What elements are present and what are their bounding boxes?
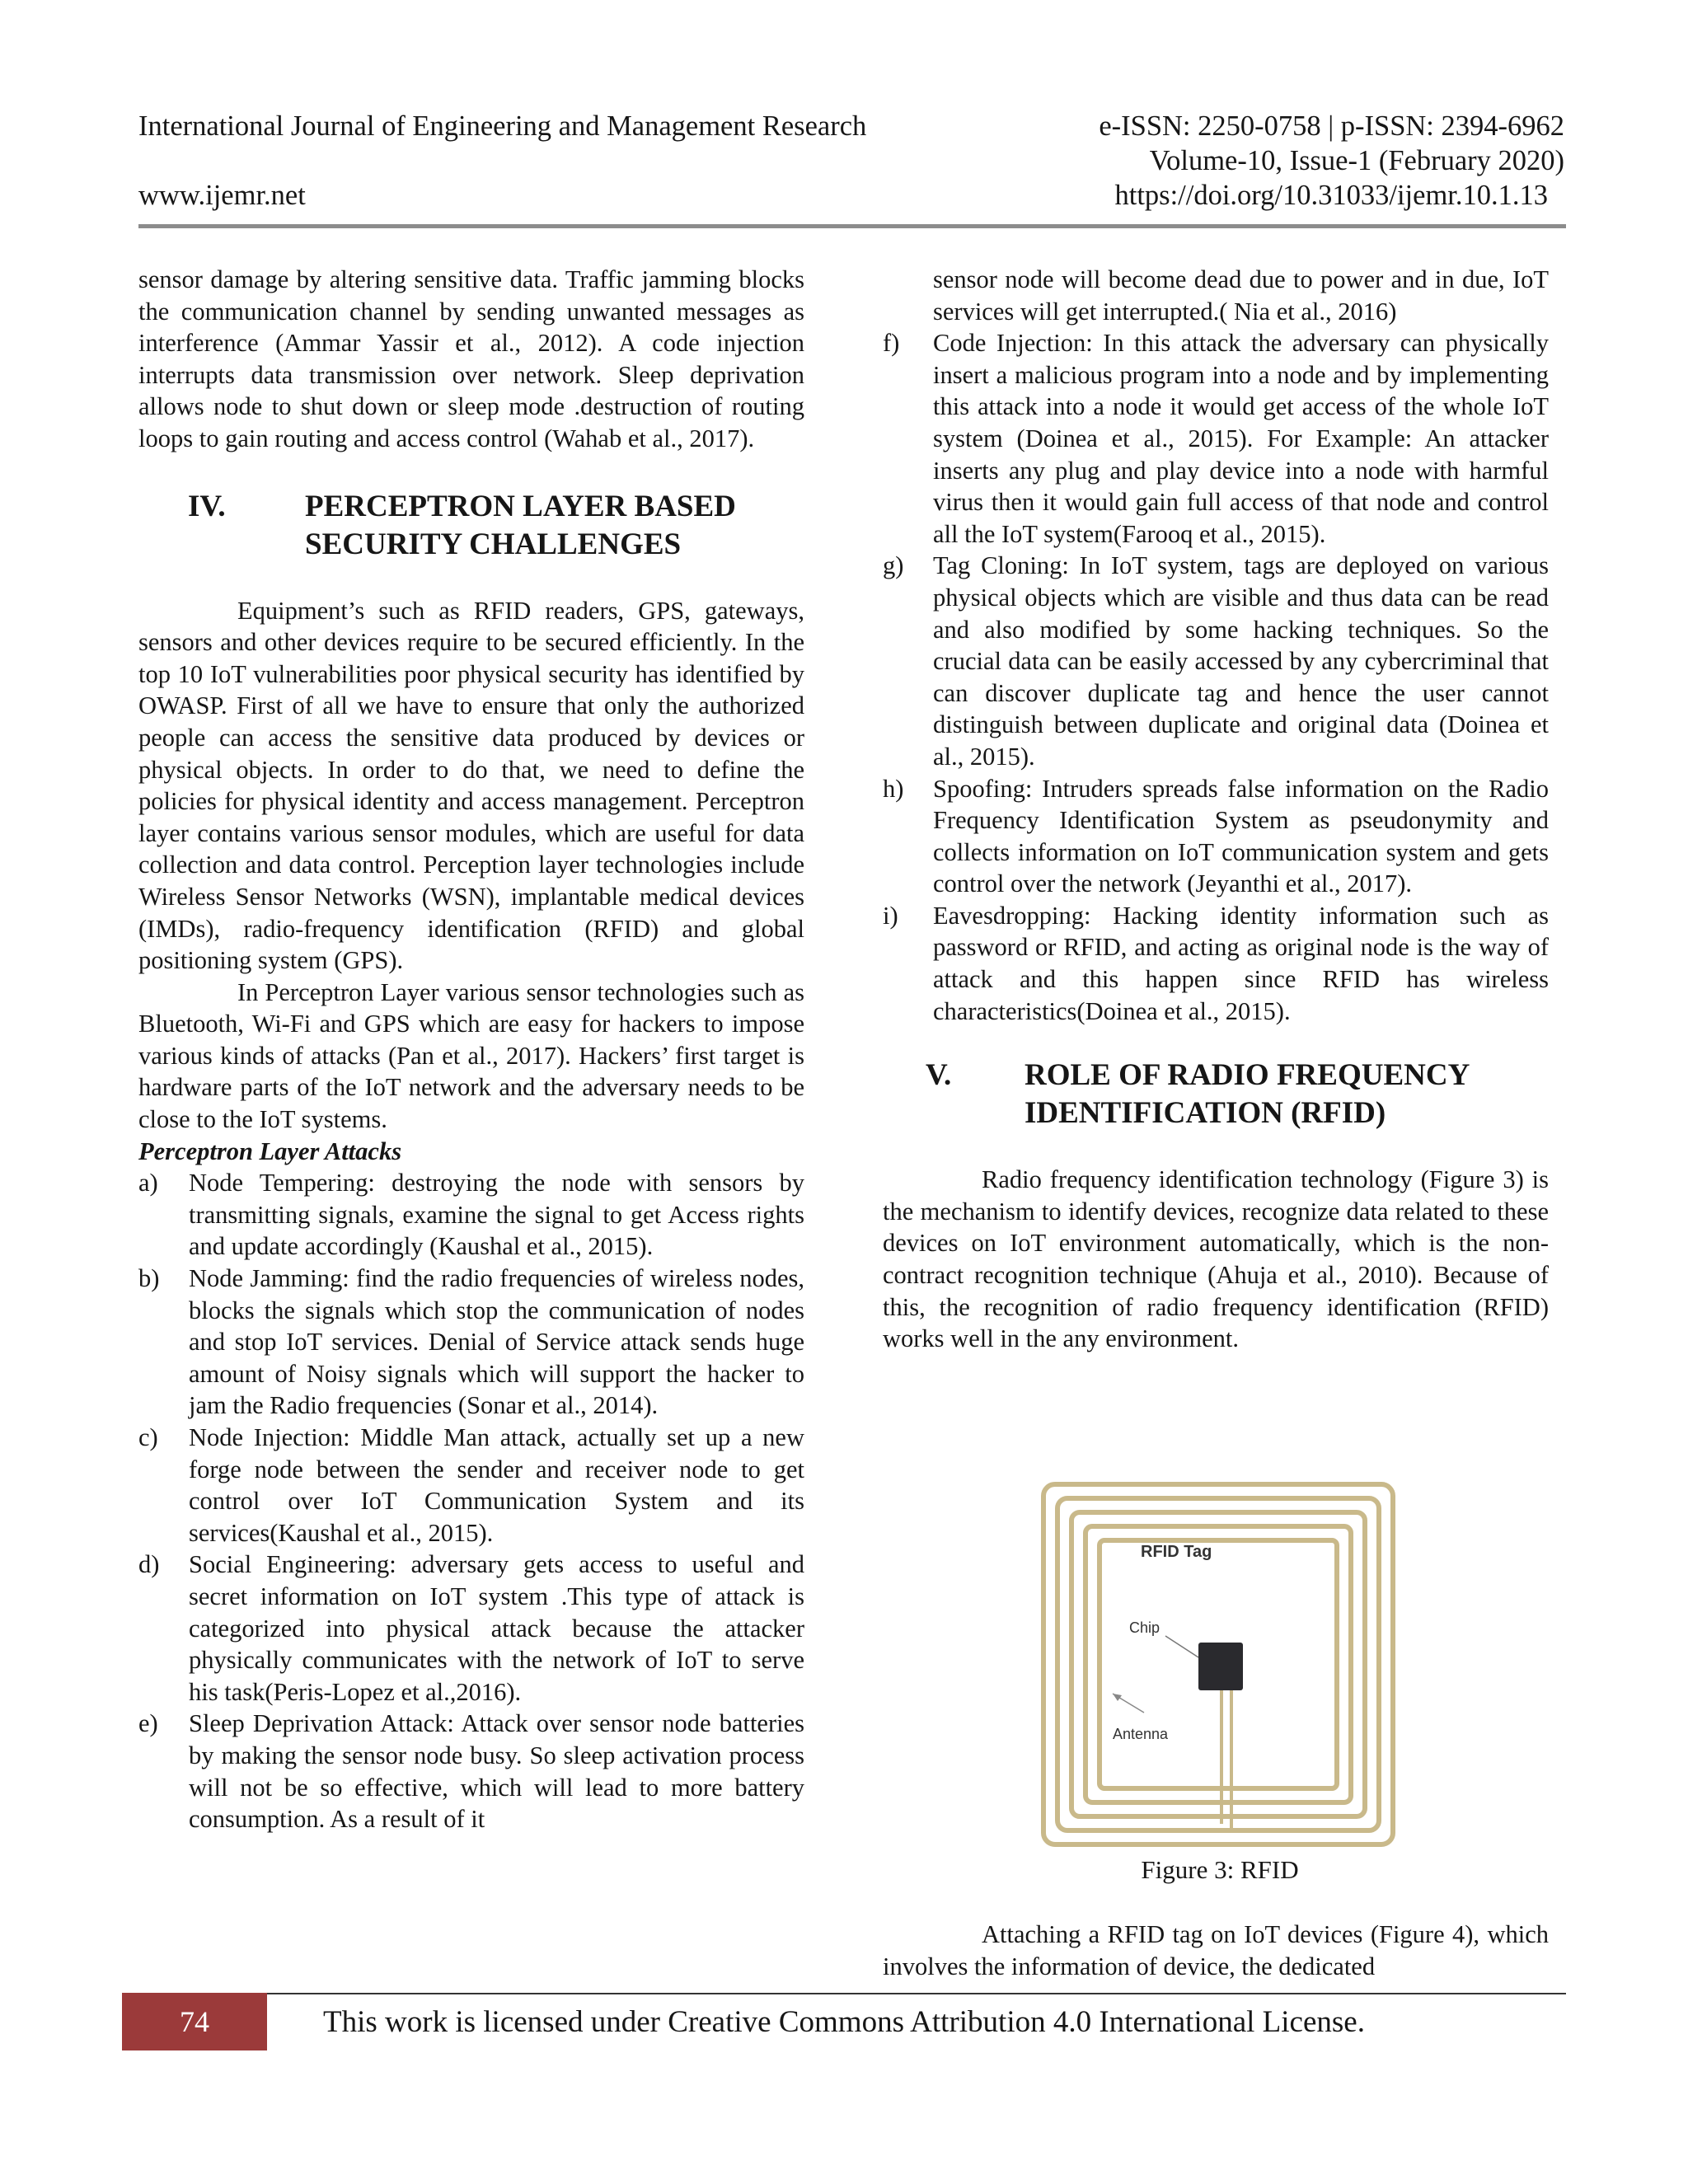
list-item-text: Node Tempering: destroying the node with sensors by transmitting signals, examine the signal to get Access rights and update accordingly (Kaushal et al., 2015). [189,1169,804,1261]
section-4-title-line2: SECURITY CHALLENGES [305,527,682,561]
list-marker: e) [138,1709,158,1738]
spacer [138,455,804,488]
list-marker: i) [883,901,898,930]
list-item-text: Sleep Deprivation Attack: Attack over sensor node batteries by making the sensor node busy. So sleep activation process will not be so effective, which will lead to more battery consumption. As a result of it [189,1709,804,1834]
list-item [883,550,1549,772]
website-link[interactable]: www.ijemr.net [138,180,306,211]
list-marker: h) [883,774,904,803]
section-4-number: IV. [188,489,226,523]
doi-link[interactable]: https://doi.org/10.31033/ijemr.10.1.13 [1114,180,1548,211]
list-marker: b) [138,1264,160,1293]
section-5-paragraph-2: Attaching a RFID tag on IoT devices (Figure 4), which involves the information of device, the dedicated [883,1920,1549,1980]
intro-paragraph: sensor damage by altering sensitive data. Traffic jamming blocks the communication channel by sending unwanted messages as interference (Ammar Yassir et al., 2012). A code injection interrupts data transmission over network. Sleep deprivation allows node to shut down or sleep mode .destruction of routing loops to gain routing and access control (Wahab et al., 2017). [138,265,804,452]
right-column [883,264,1549,1355]
license-notice[interactable]: This work is licensed under Creative Commons Attribution 4.0 International License. [323,2005,1365,2039]
section-5-paragraph-1: Radio frequency identification technology (Figure 3) is the mechanism to identify devices, recognize data related to these devices on IoT environment automatically, which is the non-contract recognition technique (Ahuja et al., 2010). Because of this, the recognition of radio frequency identification (RFID) works well in the any environment. [883,1165,1549,1353]
chip-label: Chip [1129,1619,1160,1636]
footer-divider [267,1993,1566,1994]
list-marker: d) [138,1550,160,1579]
rfid-figure [1037,1478,1400,1851]
rfid-tag-label: RFID Tag [1141,1543,1212,1561]
journal-title: International Journal of Engineering and Management Research [138,110,867,142]
section-5-title-line1: ROLE OF RADIO FREQUENCY [1025,1058,1470,1093]
list-item-text: Code Injection: In this attack the adversary can physically insert a malicious program into a node and by implementing this attack into a node it would get access of the whole IoT system (Doinea et al., 2015). For Example: An attacker inserts any plug and play device into a node with harmful virus then it would gain full access of that node and control all the IoT system(Farooq et al., 2015). [933,329,1549,548]
figure-caption: Figure 3: RFID [1141,1855,1299,1884]
section-4-heading [138,488,804,564]
spacer [883,1027,1549,1057]
list-item [138,1422,804,1549]
list-item [883,327,1549,550]
antenna-label: Antenna [1113,1726,1169,1742]
section-4-title-line1: PERCEPTRON LAYER BASED [305,489,736,523]
page-number: 74 [180,2005,209,2038]
list-item [883,900,1549,1027]
rfid-tag-image [1037,1478,1400,1851]
section-5-number: V. [926,1058,952,1093]
list-item-text: Tag Cloning: In IoT system, tags are deployed on various physical objects which are visible and thus data can be read and also modified by some hacking techniques. So the crucial data can be easily accessed by any cybercriminal that can discover duplicate tag and hence the user cannot distinguish between duplicate and original data (Doinea et al., 2015). [933,551,1549,771]
left-column [138,264,804,1835]
list-item [138,1549,804,1708]
list-item [138,1167,804,1263]
list-item-text: Spoofing: Intruders spreads false information on the Radio Frequency Identification System as pseudonymity and collects information on IoT communication system and gets control over the network (Jeyanthi et al., 2017). [933,774,1549,898]
list-marker: c) [138,1423,158,1451]
continued-paragraph: sensor node will become dead due to power and in due, IoT services will get interrupted.( Nia et al., 2016) [933,265,1549,326]
attack-list-right [883,327,1549,1027]
section-5-heading [883,1057,1549,1132]
list-item [138,1708,804,1835]
section-4-paragraph-1: Equipment’s such as RFID readers, GPS, gateways, sensors and other devices require to be secured efficiently. In the top 10 IoT vulnerabilities poor physical security has identified by OWASP. First of all we have to ensure that only the authorized people can access the sensitive data produced by devices or physical objects. In order to do that, we need to define the policies for physical identity and access management. Perceptron layer contains various sensor modules, which are useful for data collection and data control. Perception layer technologies include Wireless Sensor Networks (WSN), implantable medical devices (IMDs), radio-frequency identification (RFID) and global positioning system (GPS). [138,596,804,975]
attack-list-left [138,1167,804,1835]
spacer [138,564,804,595]
list-item-text: Eavesdropping: Hacking identity information such as password or RFID, and acting as original node is the way of attack and this happen since RFID has wireless characteristics(Doinea et al., 2015). [933,901,1549,1025]
list-item-text: Node Jamming: find the radio frequencies of wireless nodes, blocks the signals which stop the communication of nodes and stop IoT services. Denial of Service attack sends huge amount of Noisy signals which will support the hacker to jam the Radio frequencies (Sonar et al., 2014). [189,1264,804,1420]
volume-issue: Volume-10, Issue-1 (February 2020) [1149,145,1564,176]
section-5-title-line2: IDENTIFICATION (RFID) [1025,1096,1386,1131]
list-item [883,773,1549,900]
list-item [138,1263,804,1422]
chip-icon [1198,1643,1243,1690]
header-divider [138,224,1566,228]
right-column-tail [883,1919,1549,1982]
list-marker: f) [883,329,900,358]
section-4-paragraph-2: In Perceptron Layer various sensor technologies such as Bluetooth, Wi-Fi and GPS which are easy for hackers to impose various kinds of attacks (Pan et al., 2017). Hackers’ first target is hardware parts of the IoT network and the adversary needs to be close to the IoT systems. [138,977,804,1134]
list-item-text: Social Engineering: adversary gets access to useful and secret information on IoT system .This type of attack is categorized into physical attack because the attacker physically communicates with the network of IoT to serve his task(Peris-Lopez et al.,2016). [189,1550,804,1706]
spacer [883,1132,1549,1164]
list-marker: a) [138,1169,158,1197]
issn: e-ISSN: 2250-0758 | p-ISSN: 2394-6962 [1099,110,1564,142]
list-marker: g) [883,551,904,580]
list-item-text: Node Injection: Middle Man attack, actually set up a new forge node between the sender and receiver node to get control over IoT Communication System and its services(Kaushal et al., 2015). [189,1423,804,1547]
attacks-subheading: Perceptron Layer Attacks [138,1137,402,1165]
